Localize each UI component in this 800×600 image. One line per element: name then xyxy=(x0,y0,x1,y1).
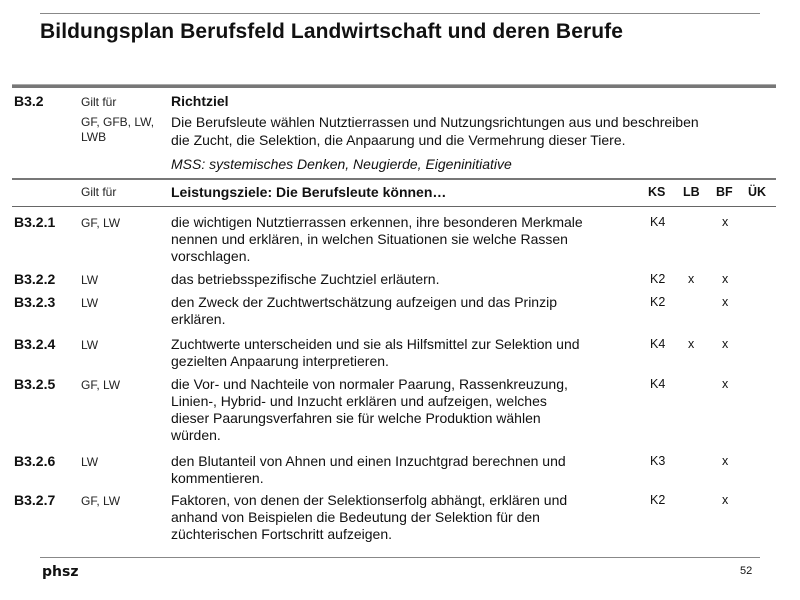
row-gilt: LW xyxy=(81,338,99,352)
column-lb: LB xyxy=(683,185,700,199)
page-title: Bildungsplan Berufsfeld Landwirtschaft und deren Berufe xyxy=(40,20,624,43)
row-bf: x xyxy=(722,493,729,507)
row-code: B3.2.3 xyxy=(14,294,56,310)
row-gilt: LW xyxy=(81,455,99,469)
row-ks: K4 xyxy=(650,377,666,391)
richtziel-mss: MSS: systemisches Denken, Neugierde, Eigeninitiative xyxy=(171,156,512,172)
row-ks: K3 xyxy=(650,454,666,468)
row-gilt: GF, LW xyxy=(81,494,121,508)
row-text-line: vorschlagen. xyxy=(171,248,251,264)
richtziel-gilt-label: Gilt für xyxy=(81,95,117,109)
row-code: B3.2.2 xyxy=(14,271,56,287)
row-gilt: GF, LW xyxy=(81,378,121,392)
row-text-line: die wichtigen Nutztierrassen erkennen, ihre besonderen Merkmale xyxy=(171,214,583,230)
page-number: 52 xyxy=(740,565,753,577)
column-uk: ÜK xyxy=(748,185,767,199)
row-bf: x xyxy=(722,337,729,351)
row-bf: x xyxy=(722,272,729,286)
richtziel-heading: Richtziel xyxy=(171,93,229,109)
row-code: B3.2.1 xyxy=(14,214,56,230)
row-text-line: Zuchtwerte unterscheiden und sie als Hilfsmittel zur Selektion und xyxy=(171,336,580,352)
row-text-line: die Vor- und Nachteile von normaler Paarung, Rassenkreuzung, xyxy=(171,376,568,392)
footer-divider xyxy=(40,557,760,558)
richtziel-line-2: die Zucht, die Selektion, die Anpaarung und die Vermehrung dieser Tiere. xyxy=(171,132,626,148)
row-ks: K2 xyxy=(650,493,666,507)
top-divider xyxy=(40,13,760,14)
row-code: B3.2.6 xyxy=(14,453,56,469)
row-bf: x xyxy=(722,377,729,391)
row-text-line: züchterischen Fortschritt aufzeigen. xyxy=(171,526,392,542)
table-top-border xyxy=(12,84,776,88)
row-text-line: Linien-, Hybrid- und Inzucht erklären und aufzeigen, welches xyxy=(171,393,547,409)
row-ks: K4 xyxy=(650,337,666,351)
row-bf: x xyxy=(722,454,729,468)
row-text-line: dieser Paarungsverfahren sie für welche Produktion wählen xyxy=(171,410,541,426)
richtziel-code: B3.2 xyxy=(14,93,44,109)
row-gilt: LW xyxy=(81,296,99,310)
row-ks: K4 xyxy=(650,215,666,229)
row-text-line: kommentieren. xyxy=(171,470,264,486)
row-code: B3.2.7 xyxy=(14,492,56,508)
row-text-line: anhand von Beispielen die Bedeutung der Selektion für den xyxy=(171,509,540,525)
section-divider xyxy=(12,178,776,180)
row-text-line: würden. xyxy=(171,427,221,443)
row-gilt: LW xyxy=(81,273,99,287)
row-lb: x xyxy=(688,337,695,351)
richtziel-gilt-value: GF, GFB, LW, xyxy=(81,115,155,129)
row-lb: x xyxy=(688,272,695,286)
richtziel-gilt-value-2: LWB xyxy=(81,130,107,144)
row-text-line: das betriebsspezifische Zuchtziel erläutern. xyxy=(171,271,440,287)
richtziel-line-1: Die Berufsleute wählen Nutztierrassen und Nutzungsrichtungen aus und beschreiben xyxy=(171,114,699,130)
row-text-line: den Zweck der Zuchtwertschätzung aufzeigen und das Prinzip xyxy=(171,294,557,310)
row-code: B3.2.4 xyxy=(14,336,56,352)
header-gilt-label: Gilt für xyxy=(81,185,117,199)
row-gilt: GF, LW xyxy=(81,216,121,230)
column-bf: BF xyxy=(716,185,733,199)
header-divider xyxy=(12,206,776,207)
row-text-line: Faktoren, von denen der Selektionserfolg abhängt, erklären und xyxy=(171,492,568,508)
column-ks: KS xyxy=(648,185,666,199)
row-text-line: den Blutanteil von Ahnen und einen Inzuchtgrad berechnen und xyxy=(171,453,566,469)
row-ks: K2 xyxy=(650,295,666,309)
row-text-line: gezielten Anpaarung interpretieren. xyxy=(171,353,389,369)
row-code: B3.2.5 xyxy=(14,376,56,392)
row-text-line: nennen und erklären, in welchen Situationen sie welche Rassen xyxy=(171,231,568,247)
row-bf: x xyxy=(722,215,729,229)
row-ks: K2 xyxy=(650,272,666,286)
leistungsziele-heading: Leistungsziele: Die Berufsleute können… xyxy=(171,184,447,200)
phsz-logo: phsz xyxy=(42,564,79,580)
row-bf: x xyxy=(722,295,729,309)
row-text-line: erklären. xyxy=(171,311,226,327)
